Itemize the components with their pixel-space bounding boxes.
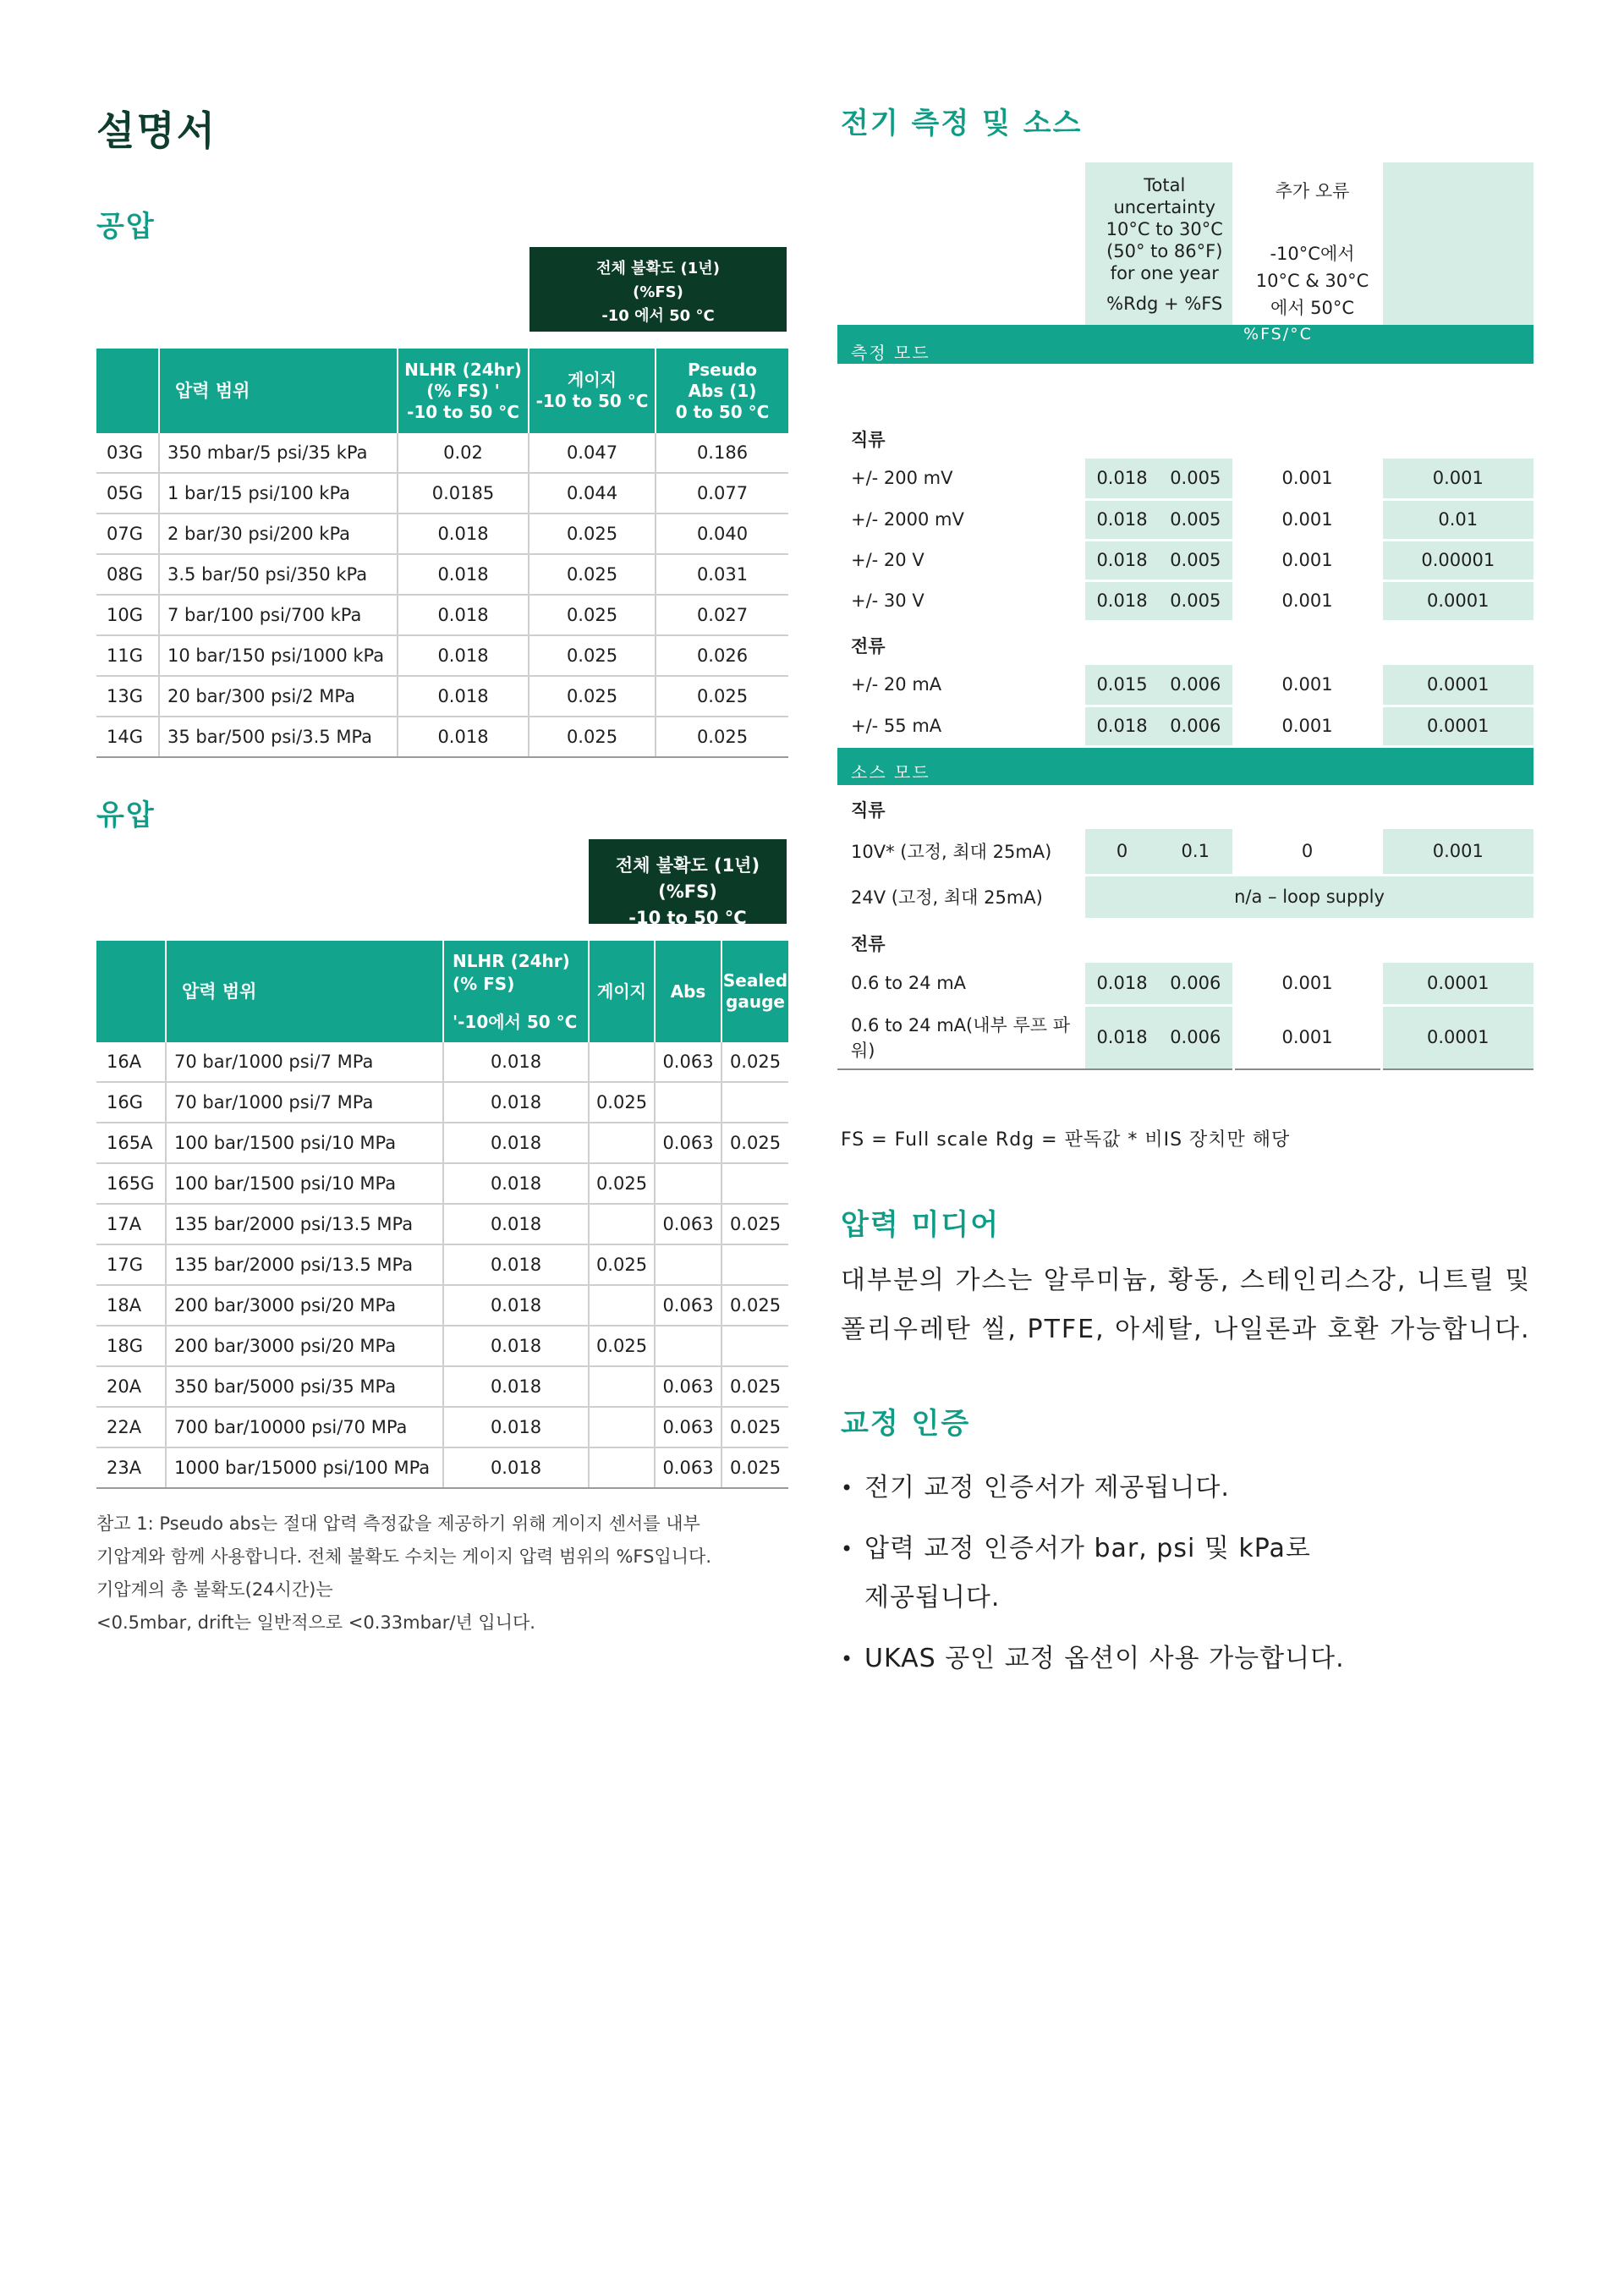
- range-cell: 3.5 bar/50 psi/350 kPa: [159, 554, 398, 595]
- model-cell: 18A: [96, 1285, 166, 1326]
- range-cell: 24V (고정, 최대 25mA): [837, 875, 1085, 919]
- range-cell: 10V* (고정, 최대 25mA): [837, 829, 1085, 875]
- gauge-cell: [589, 1366, 655, 1407]
- nlhr-cell: 0.018: [443, 1123, 589, 1163]
- abs-cell: [655, 1326, 721, 1366]
- gauge-cell: 0.025: [529, 635, 656, 676]
- sealed-cell: [721, 1082, 788, 1123]
- abs-cell: [655, 1163, 721, 1204]
- range-cell: 10 bar/150 psi/1000 kPa: [159, 635, 398, 676]
- tc-cell: 0.001: [1233, 540, 1381, 580]
- media-text: 대부분의 가스는 알루미늄, 황동, 스테인리스강, 니트릴 및 폴리우레탄 씰, PTFE, 아세탈, 나일론과 호환 가능합니다.: [841, 1266, 1532, 1344]
- table-row: [96, 473, 788, 514]
- measure-dc-label-row: [837, 415, 1533, 459]
- gauge-cell: 0.025: [589, 1163, 655, 1204]
- rdg-cell: 0.018: [1085, 580, 1159, 621]
- model-cell: 22A: [96, 1407, 166, 1447]
- source-dc-label: 직류: [851, 800, 886, 821]
- rdg-cell: 0.018: [1085, 963, 1159, 1005]
- table-row: [96, 433, 788, 473]
- bullet-icon: •: [841, 1647, 854, 1671]
- gauge-cell: 0.025: [529, 554, 656, 595]
- note-line: 참고 1: Pseudo abs는 절대 압력 측정값을 제공하기 위해 게이지 센서를 내부: [96, 1513, 700, 1534]
- tc-cell: 0.001: [1233, 963, 1381, 1005]
- gauge-cell: 0.025: [529, 676, 656, 717]
- range-cell: +/- 200 mV: [837, 459, 1085, 499]
- tc-cell: 0.001: [1233, 706, 1381, 746]
- model-cell: 165A: [96, 1123, 166, 1163]
- nlhr-cell: 0.018: [398, 514, 529, 554]
- extra-error-header: 추가 오류 -10°C에서 10°C & 30°C 에서 50°C: [1233, 162, 1381, 325]
- source-current-label: 전류: [851, 934, 886, 954]
- table-row: [96, 1082, 788, 1123]
- hydraulic-box-line-3: -10 to 50 °C: [628, 908, 747, 928]
- range-cell: 70 bar/1000 psi/7 MPa: [166, 1042, 443, 1082]
- nlhr-cell: 0.018: [398, 635, 529, 676]
- nlhr-cell: 0.02: [398, 433, 529, 473]
- range-cell: 350 mbar/5 psi/35 kPa: [159, 433, 398, 473]
- table-row: [96, 1123, 788, 1163]
- footnote: FS = Full scale Rdg = 판독값 * 비IS 장치만 해당: [841, 1129, 1291, 1151]
- list-item: • 압력 교정 인증서가 bar, psi 및 kPa로 제공됩니다.: [841, 1524, 1534, 1623]
- model-cell: 11G: [96, 635, 159, 676]
- nlhr-cell: 0.018: [443, 1285, 589, 1326]
- pneumatic-box-line-1: 전체 불확도 (1년): [596, 260, 720, 277]
- model-cell: 05G: [96, 473, 159, 514]
- model-cell: 13G: [96, 676, 159, 717]
- model-cell: 03G: [96, 433, 159, 473]
- rdg-cell: 0.018: [1085, 1005, 1159, 1069]
- table-row: [837, 580, 1533, 621]
- range-cell: 100 bar/1500 psi/10 MPa: [166, 1163, 443, 1204]
- model-cell: 07G: [96, 514, 159, 554]
- table-row: [837, 665, 1533, 706]
- table-row: [96, 1447, 788, 1488]
- fs-cell: 0.005: [1159, 540, 1233, 580]
- rdg-cell: 0.015: [1085, 665, 1159, 706]
- source-dc-label-row: [837, 785, 1533, 829]
- range-cell: 1000 bar/15000 psi/100 MPa: [166, 1447, 443, 1488]
- table-row: [837, 963, 1533, 1005]
- table-row: [96, 1326, 788, 1366]
- range-cell: +/- 2000 mV: [837, 499, 1085, 540]
- fs-cell: 0.006: [1159, 706, 1233, 746]
- model-header: [96, 941, 166, 1042]
- sealed-cell: 0.025: [721, 1285, 788, 1326]
- extra-cell: 0.00001: [1381, 540, 1533, 580]
- extra-cell: 0.0001: [1381, 706, 1533, 746]
- hydraulic-note: [96, 1508, 790, 1640]
- gauge-cell: [589, 1204, 655, 1244]
- table-row: [96, 635, 788, 676]
- measure-current-label: 전류: [851, 636, 886, 656]
- extra-cell: 0.0001: [1381, 963, 1533, 1005]
- note-line: 기압계의 총 불확도(24시간)는: [96, 1579, 333, 1600]
- nlhr-header: NLHR (24hr) (% FS) '-10에서 50 °C: [443, 941, 589, 1042]
- loop-supply-cell: n/a – loop supply: [1085, 875, 1533, 919]
- gauge-cell: [589, 1042, 655, 1082]
- tc-cell: 0.001: [1233, 459, 1381, 499]
- source-mode-label-row: [837, 746, 1533, 785]
- rdg-cell: 0.018: [1085, 540, 1159, 580]
- abs-cell: 0.063: [655, 1285, 721, 1326]
- fs-cell: 0.005: [1159, 459, 1233, 499]
- abs-cell: 0.063: [655, 1366, 721, 1407]
- pneumatic-header-row: [96, 349, 788, 433]
- table-row: [96, 514, 788, 554]
- gauge-cell: 0.025: [589, 1244, 655, 1285]
- model-cell: 23A: [96, 1447, 166, 1488]
- model-cell: 16G: [96, 1082, 166, 1123]
- measure-mode-label: 측정 모드: [837, 325, 1233, 364]
- model-cell: 18G: [96, 1326, 166, 1366]
- total-uncertainty-header: Total uncertainty 10°C to 30°C (50° to 86°F) for one year %Rdg + %FS: [1085, 162, 1233, 325]
- model-cell: 17A: [96, 1204, 166, 1244]
- table-row: [837, 459, 1533, 499]
- note-line: <0.5mbar, drift는 일반적으로 <0.33mbar/년 입니다.: [96, 1612, 535, 1633]
- model-cell: 14G: [96, 717, 159, 757]
- table-row: [96, 717, 788, 757]
- range-cell: +/- 20 V: [837, 540, 1085, 580]
- nlhr-cell: 0.018: [398, 676, 529, 717]
- table-row: [96, 554, 788, 595]
- page-title: 설명서: [96, 108, 217, 155]
- sealed-cell: 0.025: [721, 1204, 788, 1244]
- extra-cell: 0.001: [1381, 829, 1533, 875]
- range-header: 압력 범위: [159, 349, 398, 433]
- range-cell: +/- 30 V: [837, 580, 1085, 621]
- table-row: [837, 1005, 1533, 1069]
- pneumatic-table: [96, 349, 788, 758]
- range-cell: +/- 55 mA: [837, 706, 1085, 746]
- gauge-header: 게이지 -10 to 50 °C: [529, 349, 656, 433]
- abs-cell: 0.063: [655, 1204, 721, 1244]
- sealed-cell: [721, 1326, 788, 1366]
- electrical-header-row: [837, 162, 1533, 325]
- model-cell: 20A: [96, 1366, 166, 1407]
- table-row: [96, 1407, 788, 1447]
- gauge-cell: 0.047: [529, 433, 656, 473]
- range-cell: 135 bar/2000 psi/13.5 MPa: [166, 1244, 443, 1285]
- fs-cell: 0.006: [1159, 1005, 1233, 1069]
- fs-cell: 0.006: [1159, 665, 1233, 706]
- range-cell: 0.6 to 24 mA(내부 루프 파워): [837, 1005, 1085, 1069]
- nlhr-cell: 0.018: [443, 1407, 589, 1447]
- media-title: 압력 미디어: [841, 1208, 1001, 1242]
- extra-cell: 0.01: [1381, 499, 1533, 540]
- table-row: [837, 875, 1533, 919]
- model-cell: 16A: [96, 1042, 166, 1082]
- source-mode-label: 소스 모드: [837, 746, 1533, 785]
- abs-cell: [655, 1244, 721, 1285]
- table-row: [96, 1204, 788, 1244]
- table-row: [96, 676, 788, 717]
- nlhr-cell: 0.018: [398, 554, 529, 595]
- bullet-icon: •: [841, 1476, 854, 1500]
- sealed-cell: [721, 1244, 788, 1285]
- pseudo-cell: 0.031: [656, 554, 788, 595]
- model-cell: 08G: [96, 554, 159, 595]
- sealed-cell: 0.025: [721, 1407, 788, 1447]
- model-cell: 10G: [96, 595, 159, 635]
- table-row: [96, 1042, 788, 1082]
- gauge-cell: [589, 1285, 655, 1326]
- sealed-cell: 0.025: [721, 1366, 788, 1407]
- sealed-cell: 0.025: [721, 1042, 788, 1082]
- nlhr-cell: 0.018: [443, 1366, 589, 1407]
- nlhr-cell: 0.018: [443, 1447, 589, 1488]
- range-cell: 350 bar/5000 psi/35 MPa: [166, 1366, 443, 1407]
- gauge-cell: [589, 1447, 655, 1488]
- rdg-cell: 0: [1085, 829, 1159, 875]
- gauge-header: 게이지: [589, 941, 655, 1042]
- range-cell: 7 bar/100 psi/700 kPa: [159, 595, 398, 635]
- fs-cell: 0.005: [1159, 580, 1233, 621]
- nlhr-cell: 0.018: [443, 1204, 589, 1244]
- pseudo-header: Pseudo Abs (1) 0 to 50 °C: [656, 349, 788, 433]
- gauge-cell: [589, 1123, 655, 1163]
- fs-cell: 0.006: [1159, 963, 1233, 1005]
- pseudo-cell: 0.040: [656, 514, 788, 554]
- nlhr-cell: 0.018: [443, 1244, 589, 1285]
- table-row: [837, 540, 1533, 580]
- nlhr-cell: 0.018: [443, 1326, 589, 1366]
- abs-cell: 0.063: [655, 1042, 721, 1082]
- list-item: • UKAS 공인 교정 옵션이 사용 가능합니다.: [841, 1634, 1534, 1684]
- tc-cell: 0.001: [1233, 1005, 1381, 1069]
- calibration-title: 교정 인증: [841, 1407, 971, 1441]
- hydraulic-box-line-2: (%FS): [658, 882, 717, 902]
- rdg-cell: 0.018: [1085, 499, 1159, 540]
- list-item: • 전기 교정 인증서가 제공됩니다.: [841, 1464, 1534, 1513]
- electrical-table: [837, 162, 1533, 1070]
- gauge-cell: 0.025: [529, 595, 656, 635]
- hydraulic-title: 유압: [96, 799, 156, 832]
- abs-cell: [655, 1082, 721, 1123]
- model-header: [96, 349, 159, 433]
- calibration-list: [841, 1464, 1534, 1695]
- pseudo-cell: 0.025: [656, 676, 788, 717]
- electrical-title: 전기 측정 및 소스: [841, 107, 1083, 140]
- measure-current-label-row: [837, 621, 1533, 665]
- sealed-gauge-header: Sealed gauge: [721, 941, 788, 1042]
- pseudo-cell: 0.186: [656, 433, 788, 473]
- nlhr-cell: 0.018: [443, 1082, 589, 1123]
- range-header: 압력 범위: [166, 941, 443, 1042]
- pneumatic-box-line-2: (%FS): [633, 283, 683, 301]
- sealed-cell: 0.025: [721, 1123, 788, 1163]
- abs-cell: 0.063: [655, 1123, 721, 1163]
- hydraulic-uncertainty-box: [589, 839, 787, 928]
- rdg-cell: 0.018: [1085, 459, 1159, 499]
- table-row: [837, 706, 1533, 746]
- measure-dc-label: 직류: [851, 430, 886, 450]
- abs-header: Abs: [655, 941, 721, 1042]
- range-cell: 20 bar/300 psi/2 MPa: [159, 676, 398, 717]
- tc-cell: 0.001: [1233, 665, 1381, 706]
- nlhr-cell: 0.0185: [398, 473, 529, 514]
- fs-cell: 0.1: [1159, 829, 1233, 875]
- gauge-cell: 0.044: [529, 473, 656, 514]
- pneumatic-title: 공압: [96, 210, 156, 244]
- tc-cell: 0.001: [1233, 499, 1381, 540]
- gauge-cell: [589, 1407, 655, 1447]
- tc-cell: 0.001: [1233, 580, 1381, 621]
- hydraulic-table: [96, 941, 788, 1489]
- tc-cell: 0: [1233, 829, 1381, 875]
- range-cell: 35 bar/500 psi/3.5 MPa: [159, 717, 398, 757]
- measure-mode-row: [837, 325, 1533, 364]
- table-row: [837, 829, 1533, 875]
- model-cell: 165G: [96, 1163, 166, 1204]
- range-cell: 200 bar/3000 psi/20 MPa: [166, 1326, 443, 1366]
- extra-cell: 0.0001: [1381, 1005, 1533, 1069]
- nlhr-header: NLHR (24hr) (% FS) ' -10 to 50 °C: [398, 349, 529, 433]
- table-row: [96, 1244, 788, 1285]
- pseudo-cell: 0.025: [656, 717, 788, 757]
- gauge-cell: 0.025: [529, 717, 656, 757]
- pseudo-cell: 0.026: [656, 635, 788, 676]
- range-cell: 70 bar/1000 psi/7 MPa: [166, 1082, 443, 1123]
- table-row: [96, 595, 788, 635]
- range-cell: 700 bar/10000 psi/70 MPa: [166, 1407, 443, 1447]
- pseudo-cell: 0.077: [656, 473, 788, 514]
- note-line: 기압계와 함께 사용합니다. 전체 불확도 수치는 게이지 압력 범위의 %FS입니다.: [96, 1546, 711, 1567]
- rdg-cell: 0.018: [1085, 706, 1159, 746]
- fs-cell: 0.005: [1159, 499, 1233, 540]
- gauge-cell: 0.025: [589, 1326, 655, 1366]
- model-cell: 17G: [96, 1244, 166, 1285]
- abs-cell: 0.063: [655, 1447, 721, 1488]
- source-current-label-row: [837, 919, 1533, 963]
- gauge-cell: 0.025: [589, 1082, 655, 1123]
- range-cell: 0.6 to 24 mA: [837, 963, 1085, 1005]
- nlhr-cell: 0.018: [398, 717, 529, 757]
- pseudo-cell: 0.027: [656, 595, 788, 635]
- hydraulic-box-line-1: 전체 불확도 (1년): [615, 855, 760, 876]
- bullet-icon: •: [841, 1537, 854, 1561]
- tc-unit-label: %FS/°C: [1233, 325, 1533, 364]
- extra-cell: 0.0001: [1381, 580, 1533, 621]
- sealed-cell: [721, 1163, 788, 1204]
- pneumatic-box-line-3: -10 에서 50 °C: [601, 307, 715, 325]
- table-row: [96, 1366, 788, 1407]
- pneumatic-uncertainty-box: [529, 247, 787, 332]
- hydraulic-header-row: [96, 941, 788, 1042]
- gauge-cell: 0.025: [529, 514, 656, 554]
- nlhr-cell: 0.018: [443, 1163, 589, 1204]
- sealed-cell: 0.025: [721, 1447, 788, 1488]
- range-cell: 2 bar/30 psi/200 kPa: [159, 514, 398, 554]
- nlhr-cell: 0.018: [398, 595, 529, 635]
- range-cell: 200 bar/3000 psi/20 MPa: [166, 1285, 443, 1326]
- extra-cell: 0.0001: [1381, 665, 1533, 706]
- table-row: [96, 1163, 788, 1204]
- table-row: [96, 1285, 788, 1326]
- range-cell: 135 bar/2000 psi/13.5 MPa: [166, 1204, 443, 1244]
- abs-cell: 0.063: [655, 1407, 721, 1447]
- table-row: [837, 499, 1533, 540]
- nlhr-cell: 0.018: [443, 1042, 589, 1082]
- range-cell: +/- 20 mA: [837, 665, 1085, 706]
- extra-cell: 0.001: [1381, 459, 1533, 499]
- range-cell: 100 bar/1500 psi/10 MPa: [166, 1123, 443, 1163]
- range-cell: 1 bar/15 psi/100 kPa: [159, 473, 398, 514]
